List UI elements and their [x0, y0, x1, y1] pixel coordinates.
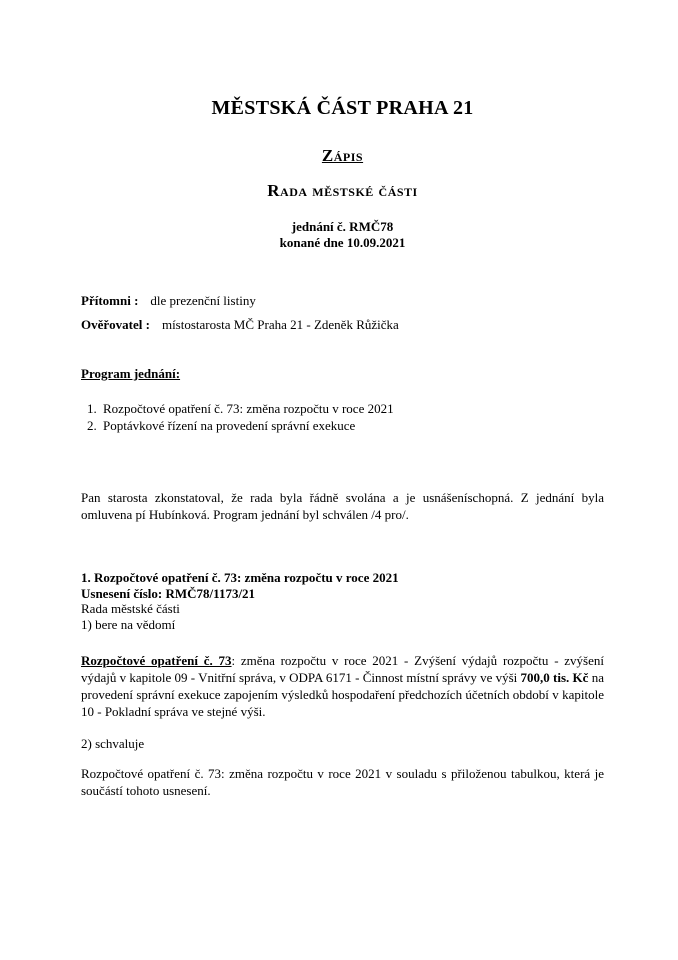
resolution-body-intro: Rada městské části — [81, 601, 180, 616]
attendance-section — [81, 292, 604, 333]
measure-text-after-amount: na provedení správní exekuce zapojením výsledků hospodaření předchozích účetních období v kapitole 10 - Pokladní správa ve stejné výši. — [81, 670, 604, 719]
resolution-header — [81, 570, 604, 632]
resolution-clause2-text: Rozpočtové opatření č. 73: změna rozpočtu v roce 2021 v souladu s přiloženou tabulkou, která je součástí tohoto usnesení. — [81, 766, 604, 798]
agenda-item: 1. Rozpočtové opatření č. 73: změna rozpočtu v roce 2021 — [100, 400, 604, 417]
opening-note-paragraph: Pan starosta zkonstatoval, že rada byla řádně svolána a je usnášeníschopná. Z jednání byla omluvena pí Hubínková. Program jednání byl schválen /4 pro/. — [81, 490, 604, 522]
present-label: Přítomni : — [81, 293, 139, 308]
measure-text-before-amount: : změna rozpočtu v roce 2021 - Zvýšení výdajů rozpočtu - zvýšení výdajů v kapitole 09 - Vnitřní správa, v ODPA 6171 - Činnost místní správy ve výši — [81, 653, 604, 685]
measure-paragraph — [81, 652, 604, 720]
resolution-clause2-label: 2) schvaluje — [81, 736, 145, 751]
agenda-heading: Program jednání: — [81, 366, 181, 381]
agenda-item: 2. Poptávkové řízení na provedení správní exekuce — [100, 417, 604, 434]
resolution-number: Usnesení číslo: RMČ78/1173/21 — [81, 585, 256, 601]
doc-subtitle — [81, 146, 604, 166]
present-row — [81, 292, 604, 309]
meeting-block — [81, 219, 604, 251]
measure-lead: Rozpočtové opatření č. 73 — [81, 653, 232, 668]
doc-title: MĚSTSKÁ ČÁST PRAHA 21 — [211, 97, 474, 119]
resolution-clause1-label: 1) bere na vědomí — [81, 616, 176, 632]
meeting-date: konané dne 10.09.2021 — [279, 235, 406, 250]
meeting-number: jednání č. RMČ78 — [291, 219, 394, 234]
agenda-list — [81, 400, 604, 434]
resolution-heading: 1. Rozpočtové opatření č. 73: změna rozpočtu v roce 2021 — [81, 570, 399, 585]
measure-amount: 700,0 tis. Kč — [520, 670, 589, 685]
verifier-value: místostarosta MČ Praha 21 - Zdeněk Růžička — [161, 317, 399, 332]
verifier-row — [81, 316, 604, 333]
verifier-label: Ověřovatel : — [81, 317, 150, 332]
doc-council-name: Rada městské části — [267, 181, 418, 200]
doc-subtitle-text: Zápis — [321, 146, 364, 165]
present-value: dle prezenční listiny — [150, 293, 256, 308]
